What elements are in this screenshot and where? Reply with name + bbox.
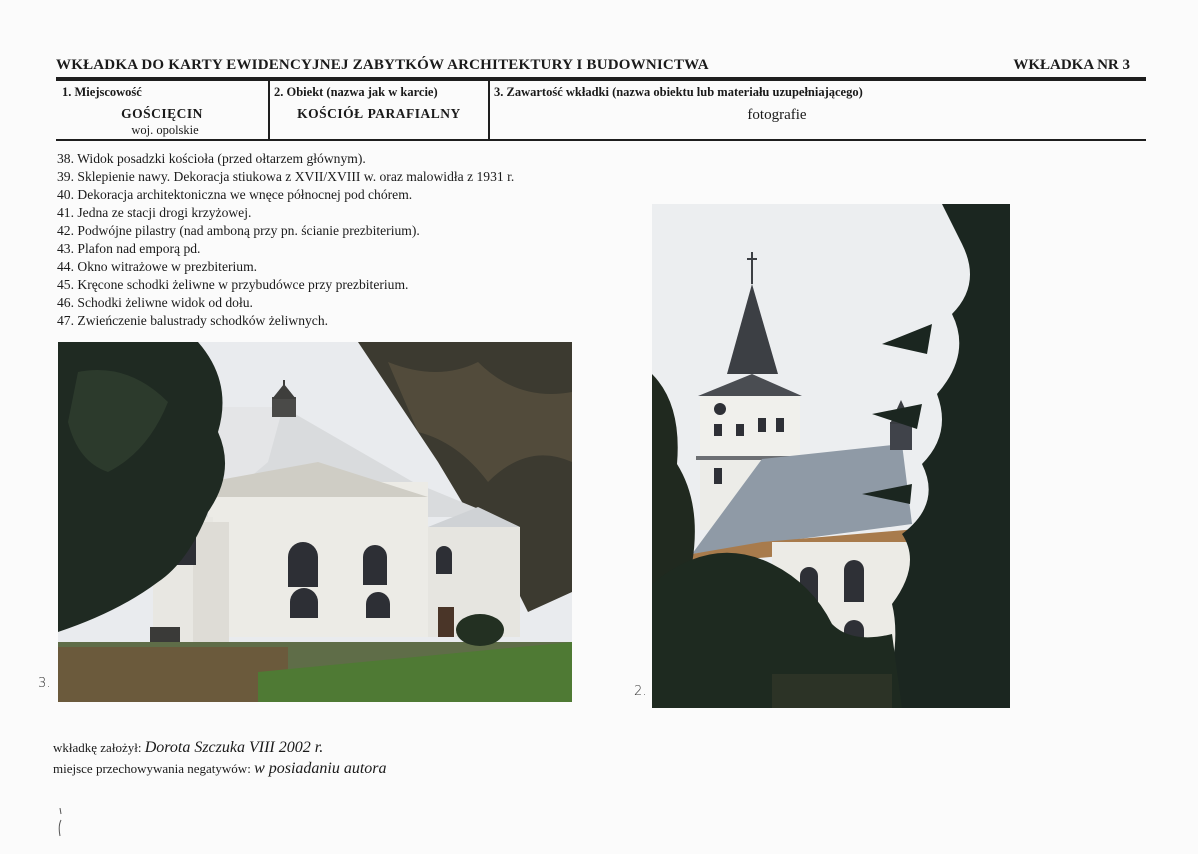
list-item: 40. Dekoracja architektoniczna we wnęce północnej pod chórem. [57,187,413,202]
negatives-value: w posiadaniu autora [254,760,387,777]
photo-church-side [58,342,572,702]
insert-number: WKŁADKA NR 3 [1013,57,1130,73]
created-label: wkładkę założył: [53,740,142,755]
place-region: woj. opolskie [131,123,199,137]
photo-church-tower [652,204,1010,708]
table-rule [56,139,1146,141]
photo-number-right: 2. [634,684,647,699]
list-item: 43. Plafon nad emporą pd. [57,241,201,256]
list-item: 42. Podwójne pilastry (nad amboną przy pn. ścianie prezbiterium). [57,223,420,238]
place-value: GOŚCIĘCIN [121,106,203,121]
object-value: KOŚCIÓŁ PARAFIALNY [297,106,461,121]
photo-number-left: 3. [38,676,51,691]
list-item: 38. Widok posadzki kościoła (przed ołtarzem głównym). [57,151,366,166]
list-item: 39. Sklepienie nawy. Dekoracja stiukowa z XVII/XVIII w. oraz malowidła z 1931 r. [57,169,515,184]
created-value: Dorota Szczuka VIII 2002 r. [144,739,324,756]
list-item: 46. Schodki żeliwne widok od dołu. [57,295,253,310]
content-label: 3. Zawartość wkładki (nazwa obiektu lub materiału uzupełniającego) [494,85,863,99]
negatives-label: miejsce przechowywania negatywów: [53,761,251,776]
photo-list [57,150,514,330]
form-title: WKŁADKA DO KARTY EWIDENCYJNEJ ZABYTKÓW ARCHITEKTURY I BUDOWNICTWA [56,57,709,73]
object-label: 2. Obiekt (nazwa jak w karcie) [274,85,438,99]
header-rule [56,77,1146,81]
list-item: 47. Zwieńczenie balustrady schodków żeliwnych. [57,313,329,328]
list-item: 44. Okno witrażowe w prezbiterium. [57,259,258,274]
margin-mark [56,808,64,838]
place-label: 1. Miejscowość [62,85,142,99]
created-by [53,739,323,757]
content-value: fotografie [747,107,807,123]
list-item: 45. Kręcone schodki żeliwne w przybudówce przy prezbiterium. [57,277,409,292]
list-item: 41. Jedna ze stacji drogi krzyżowej. [57,205,252,220]
negatives-location [53,760,387,778]
